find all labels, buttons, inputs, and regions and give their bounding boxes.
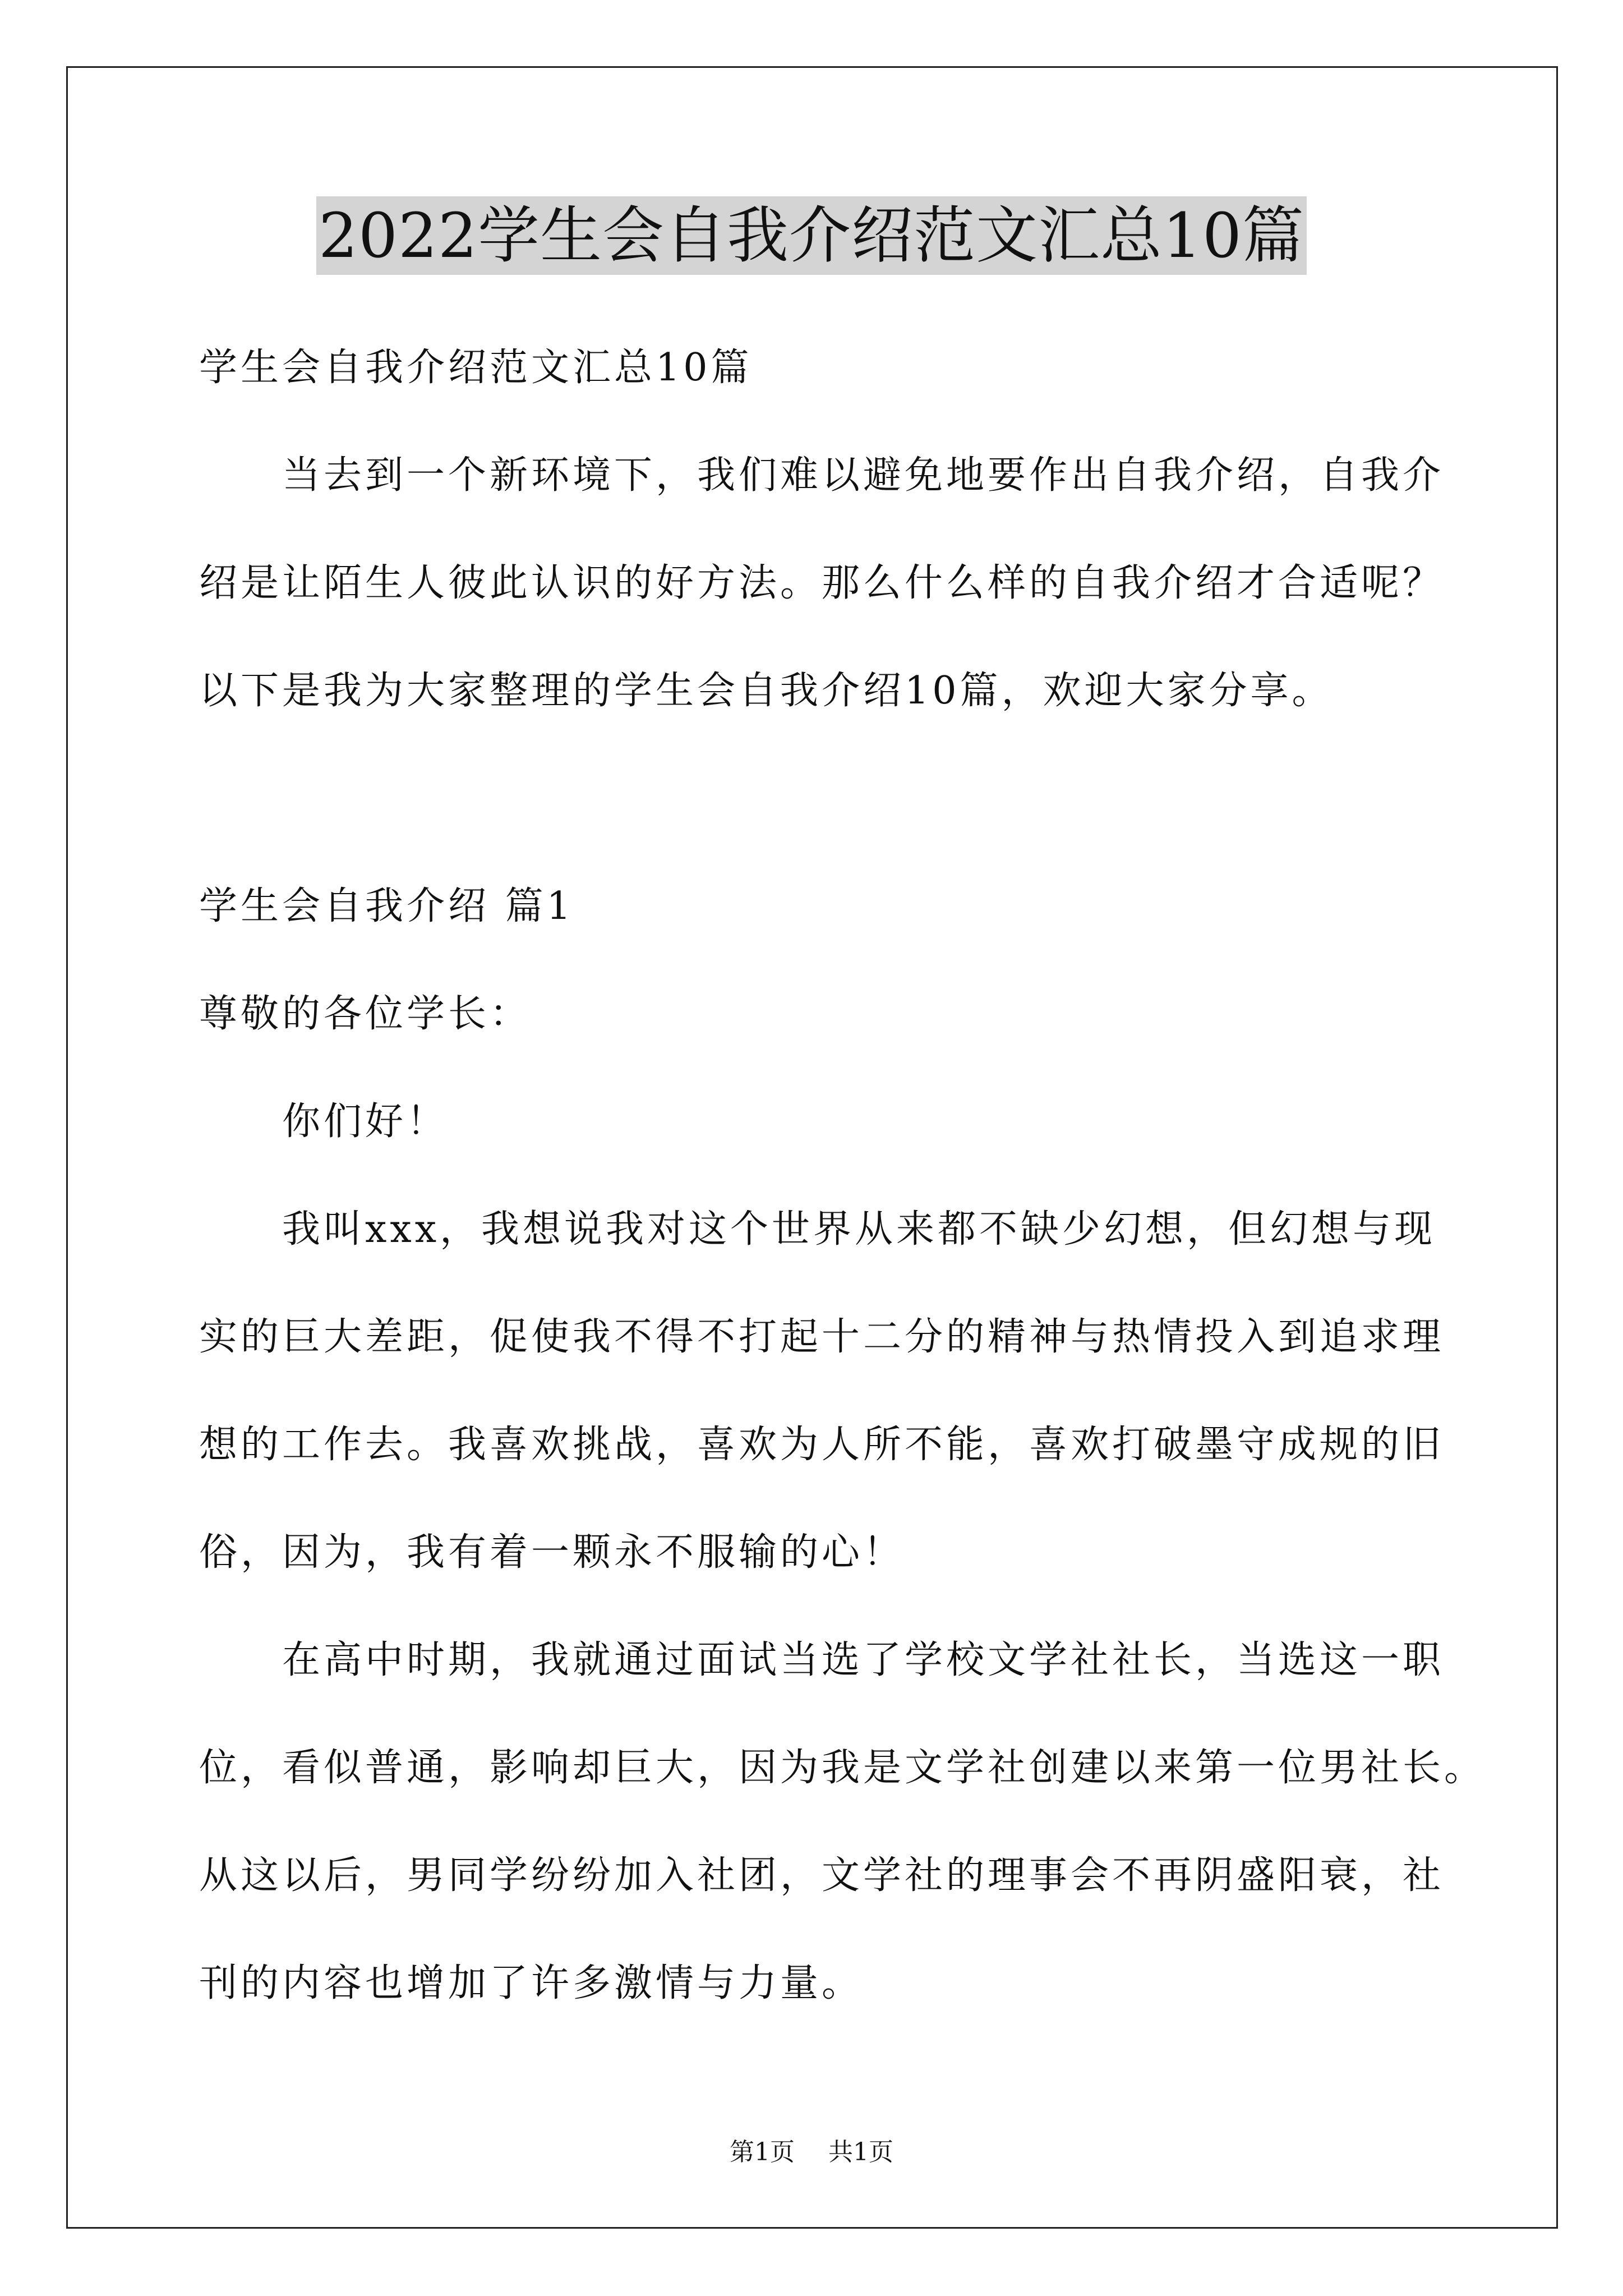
greeting: 你们好！ [282, 1099, 449, 1144]
page-number-total: 共1页 [828, 2138, 893, 2166]
paragraph-line: 我叫xxx，我想说我对这个世界从来都不缺少幻想，但幻想与现 [282, 1207, 1436, 1251]
page-number-current: 第1页 [730, 2138, 795, 2166]
subtitle: 学生会自我介绍范文汇总10篇 [199, 346, 753, 390]
paragraph-line: 从这以后，男同学纷纷加入社团，文学社的理事会不再阴盛阳衰，社 [199, 1853, 1445, 1898]
intro-line: 以下是我为大家整理的学生会自我介绍10篇，欢迎大家分享。 [199, 669, 1334, 713]
paragraph-line: 实的巨大差距，促使我不得不打起十二分的精神与热情投入到追求理 [199, 1315, 1445, 1359]
document-title: 2022学生会自我介绍范文汇总10篇 [316, 196, 1307, 275]
paragraph-line: 想的工作去。我喜欢挑战，喜欢为人所不能，喜欢打破墨守成规的旧 [199, 1423, 1445, 1467]
spacer [199, 745, 1433, 853]
intro-line: 当去到一个新环境下，我们难以避免地要作出自我介绍，自我介 [282, 453, 1445, 498]
page-footer [0, 2132, 1623, 2168]
section-heading: 学生会自我介绍 篇1 [199, 884, 574, 928]
intro-line: 绍是让陌生人彼此认识的好方法。那么什么样的自我介绍才合适呢？ [199, 561, 1445, 605]
paragraph-line: 位，看似普通，影响却巨大，因为我是文学社创建以来第一位男社长。 [199, 1746, 1486, 1790]
salutation: 尊敬的各位学长： [199, 992, 532, 1036]
paragraph-line: 俗，因为，我有着一颗永不服输的心！ [199, 1530, 905, 1575]
document-body [199, 314, 1486, 2037]
title-container [0, 196, 1623, 275]
paragraph-line: 在高中时期，我就通过面试当选了学校文学社社长，当选这一职 [282, 1638, 1445, 1682]
paragraph-line: 刊的内容也增加了许多激情与力量。 [199, 1961, 864, 2005]
